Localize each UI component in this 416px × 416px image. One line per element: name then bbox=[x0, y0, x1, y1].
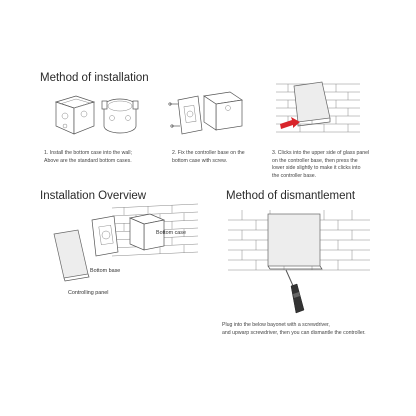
dismantle-figure bbox=[224, 206, 374, 318]
screwdriver-icon bbox=[286, 270, 304, 313]
step-3-caption: 3. Clicks into the upper side of glass panel on the controller base, then press the lower side slightly to make it clicks into the controller base. bbox=[272, 150, 370, 179]
controlling-panel bbox=[54, 230, 89, 281]
bottom-base bbox=[92, 216, 118, 256]
square-bottom-case bbox=[56, 96, 94, 134]
glass-panel bbox=[294, 82, 330, 126]
controlling-panel-label: Controlling panel bbox=[68, 290, 109, 296]
controller-base bbox=[178, 96, 202, 134]
screw-icon bbox=[169, 103, 180, 127]
fix-base-figure bbox=[168, 90, 248, 140]
bottom-case bbox=[204, 92, 242, 130]
glass-panel bbox=[268, 214, 322, 269]
dismantle-caption: Plug into the below bayonet with a screwdriver, and upwarp screwdriver, then you can dismantle the controller. bbox=[222, 322, 366, 336]
bottom-cases-figure bbox=[50, 92, 140, 142]
dismantle-heading: Method of dismantlement bbox=[226, 190, 356, 202]
overview-heading: Installation Overview bbox=[40, 190, 147, 202]
round-bottom-case bbox=[102, 99, 138, 133]
step-1-caption: 1. Install the bottom case into the wall; Above are the standard bottom cases. bbox=[44, 150, 132, 164]
red-arrow-icon bbox=[280, 117, 300, 129]
step-2-caption: 2. Fix the controller base on the bottom case with screw. bbox=[172, 150, 245, 164]
bottom-base-label: Bottom base bbox=[90, 268, 121, 274]
click-panel-figure bbox=[268, 78, 364, 140]
bottom-case-label: Bottom case bbox=[156, 230, 186, 236]
installation-heading: Method of installation bbox=[40, 72, 149, 84]
overview-figure bbox=[52, 204, 202, 286]
